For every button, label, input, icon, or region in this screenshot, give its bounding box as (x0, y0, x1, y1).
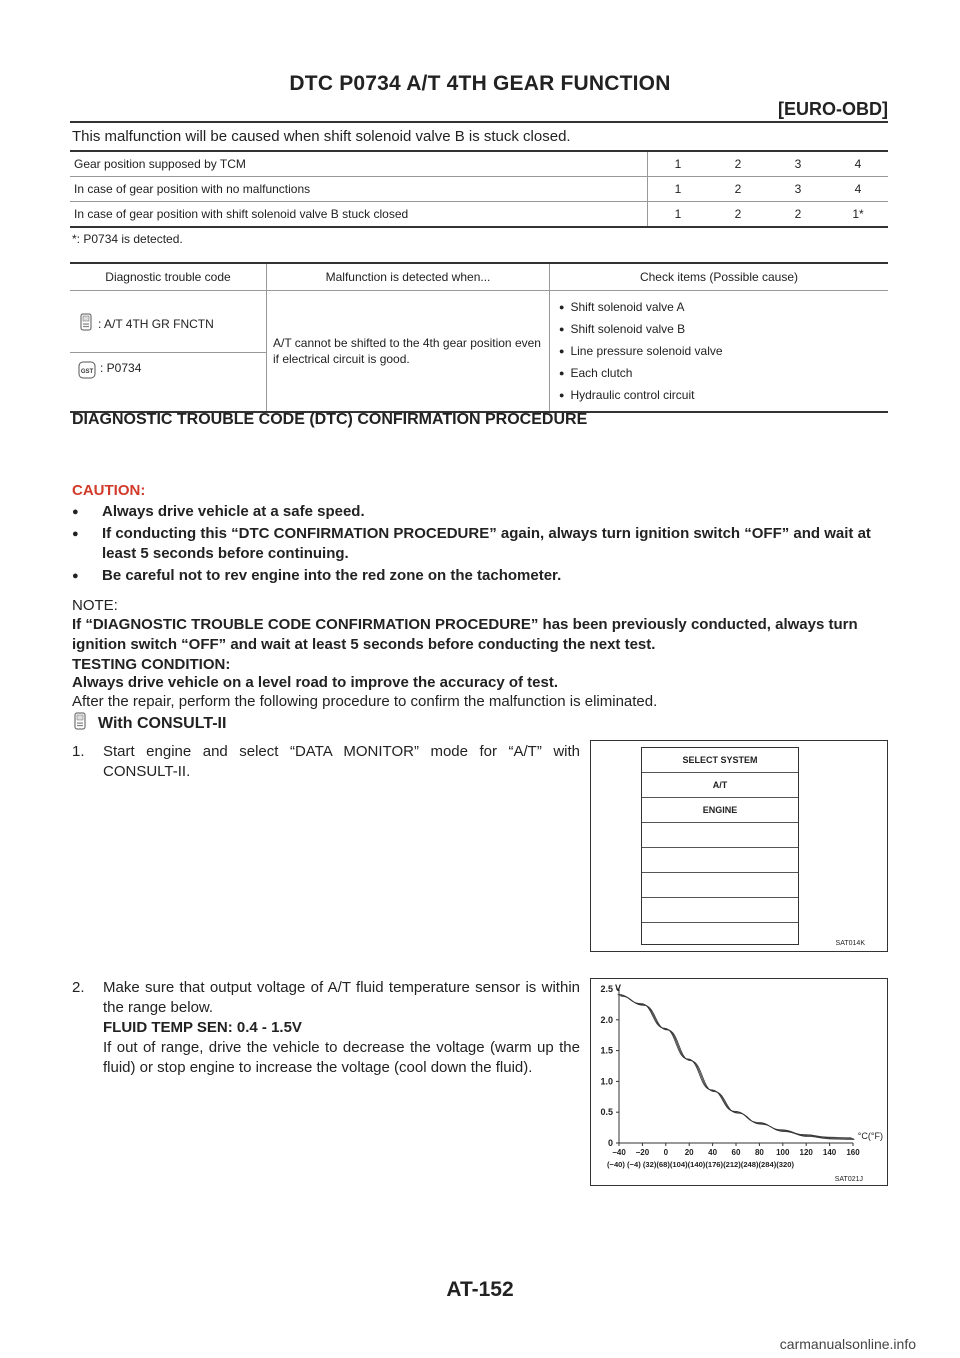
data-point (829, 1137, 830, 1138)
figure-code: SAT021J (834, 1176, 863, 1183)
data-point (782, 1130, 783, 1131)
gst-code: : P0734 (100, 360, 142, 375)
after-repair-text: After the repair, perform the following procedure to confirm the malfunction is eliminated. (72, 693, 658, 710)
check-items-cell (550, 291, 889, 413)
section-tag: [EURO-OBD] (778, 99, 888, 119)
header-cell: Diagnostic trouble code (70, 263, 267, 291)
step-body (103, 978, 580, 1078)
table-row (70, 177, 888, 202)
y-tick-label: 2.0 (600, 1014, 613, 1025)
step-1 (72, 742, 580, 782)
series-line-0 (618, 994, 852, 1138)
screen-item-empty (642, 823, 798, 848)
gst-icon (78, 361, 96, 382)
row-label: Gear position supposed by TCM (70, 151, 648, 177)
dtc-table (70, 262, 888, 413)
bullet-icon: ● (72, 528, 79, 540)
data-point (735, 1112, 736, 1113)
list-item: ● Shift solenoid valve A (559, 296, 887, 318)
cell: 3 (768, 151, 828, 177)
y-tick-label: 0 (607, 1138, 613, 1148)
x-tick-label-fahrenheit: (−40) (−4) (32)(68)(104)(140)(176)(212)(248)(284)(320) (607, 1160, 794, 1169)
detected-when-cell: A/T cannot be shifted to the 4th gear position even if electrical circuit is good. (267, 291, 550, 413)
svg-text:GST: GST (80, 368, 94, 375)
screen-item-empty (642, 923, 798, 947)
testing-label: TESTING CONDITION: (72, 656, 231, 673)
chart-svg (591, 979, 887, 1185)
gst-code-row (70, 353, 266, 407)
gear-position-table (70, 150, 888, 228)
screen-title: SELECT SYSTEM (642, 748, 798, 773)
with-consult-heading (72, 712, 226, 735)
caution-label: CAUTION: (72, 482, 146, 499)
fluid-temp-chart (590, 978, 888, 1186)
step-spec: FLUID TEMP SEN: 0.4 - 1.5V (103, 1019, 302, 1036)
consult-icon (78, 313, 94, 334)
select-system-figure (590, 740, 888, 952)
caution-text: Be careful not to rev engine into the red zone on the tachometer. (102, 567, 562, 584)
x-tick-label: 0 (663, 1148, 669, 1157)
x-tick-label: 140 (822, 1148, 837, 1157)
list-item: ● Line pressure solenoid valve (559, 340, 887, 362)
caution-text: Always drive vehicle at a safe speed. (102, 503, 365, 520)
cell: 1 (648, 202, 709, 228)
data-point (759, 1123, 760, 1124)
caution-item (72, 524, 888, 564)
series-line-1 (619, 995, 853, 1139)
table-row (70, 202, 888, 228)
page-title: DTC P0734 A/T 4TH GEAR FUNCTION (289, 72, 671, 95)
cell: 4 (828, 177, 888, 202)
x-tick-label: 100 (776, 1148, 790, 1157)
step-number: 1. (72, 743, 85, 760)
data-point (618, 995, 619, 996)
figure-code: SAT014K (835, 940, 865, 947)
list-item: ● Each clutch (559, 362, 887, 384)
cell: 2 (768, 202, 828, 228)
page-number: AT-152 (446, 1278, 514, 1301)
x-tick-label: −40 (612, 1148, 626, 1157)
watermark: carmanualsonline.info (779, 1336, 916, 1352)
x-unit-label: °C(°F) (857, 1131, 883, 1141)
data-point (712, 1090, 713, 1091)
screen-item-empty (642, 898, 798, 923)
intro-text: This malfunction will be caused when shift solenoid valve B is stuck closed. (72, 128, 571, 145)
cell: 2 (708, 177, 768, 202)
caution-text: If conducting this “DTC CONFIRMATION PROCEDURE” again, always turn ignition switch “OFF” and wait at least 5 seconds before continuing. (102, 525, 871, 562)
data-point (806, 1135, 807, 1136)
x-tick-label: 40 (708, 1148, 718, 1157)
y-tick-label: 1.0 (600, 1076, 613, 1087)
step-extra: If out of range, drive the vehicle to decrease the voltage (warm up the fluid) or stop engine to increase the voltage (cool down the fluid). (103, 1039, 580, 1076)
note-text: If “DIAGNOSTIC TROUBLE CODE CONFIRMATION PROCEDURE” has been previously conducted, always turn ignition switch “OFF” and wait at least 5 seconds before conducting the next test. (72, 616, 858, 653)
step-text: Start engine and select “DATA MONITOR” mode for “A/T” with CONSULT-II. (103, 743, 580, 780)
x-tick-label: −20 (635, 1148, 650, 1157)
header-cell: Check items (Possible cause) (550, 263, 889, 291)
y-unit-label: V (615, 983, 622, 993)
row-label: In case of gear position with no malfunctions (70, 177, 648, 202)
screen-item-empty (642, 848, 798, 873)
cell: 2 (708, 202, 768, 228)
consult-screen (641, 747, 799, 945)
x-tick-label: 60 (731, 1148, 741, 1157)
list-item: ● Hydraulic control circuit (559, 384, 887, 406)
testing-text: Always drive vehicle on a level road to improve the accuracy of test. (72, 674, 559, 691)
y-tick-label: 0.5 (600, 1107, 613, 1118)
x-tick-label: 20 (684, 1148, 694, 1157)
step-2 (72, 978, 580, 1078)
caution-item (72, 566, 888, 586)
table-row (70, 151, 888, 177)
gear-footnote: *: P0734 is detected. (72, 232, 183, 246)
list-item: ● Shift solenoid valve B (559, 318, 887, 340)
data-point (689, 1059, 690, 1060)
check-items-list (551, 292, 887, 410)
data-point (852, 1138, 853, 1139)
cell: 4 (828, 151, 888, 177)
cell: 3 (768, 177, 828, 202)
screen-item-at: A/T (642, 773, 798, 798)
x-tick-label: 80 (754, 1148, 764, 1157)
cell: 2 (708, 151, 768, 177)
row-label: In case of gear position with shift solenoid valve B stuck closed (70, 202, 648, 228)
step-text: Make sure that output voltage of A/T fluid temperature sensor is within the range below. (103, 979, 580, 1016)
consult-code: : A/T 4TH GR FNCTN (98, 316, 214, 331)
code-cell (70, 291, 267, 413)
caution-item (72, 502, 888, 522)
procedure-heading: DIAGNOSTIC TROUBLE CODE (DTC) CONFIRMATION PROCEDURE (72, 411, 588, 428)
step-number: 2. (72, 979, 85, 996)
x-tick-label: 120 (799, 1148, 813, 1157)
cell: 1 (648, 151, 709, 177)
consult-code-row (70, 296, 266, 353)
header-cell: Malfunction is detected when... (267, 263, 550, 291)
bullet-icon: ● (72, 570, 79, 582)
note-label: NOTE: (72, 597, 118, 614)
data-point (642, 1004, 643, 1005)
y-tick-label: 1.5 (600, 1045, 613, 1056)
bullet-icon: ● (72, 506, 79, 518)
screen-item-empty (642, 873, 798, 898)
header-divider (70, 121, 888, 123)
series-line-2 (621, 996, 855, 1140)
y-tick-label: 2.5 (600, 984, 613, 994)
cell: 1* (828, 202, 888, 228)
data-point (665, 1028, 666, 1029)
x-tick-label: 160 (846, 1148, 860, 1157)
screen-item-engine: ENGINE (642, 798, 798, 823)
consult-icon (72, 712, 88, 735)
cell: 1 (648, 177, 709, 202)
with-consult-label: With CONSULT-II (98, 714, 227, 732)
